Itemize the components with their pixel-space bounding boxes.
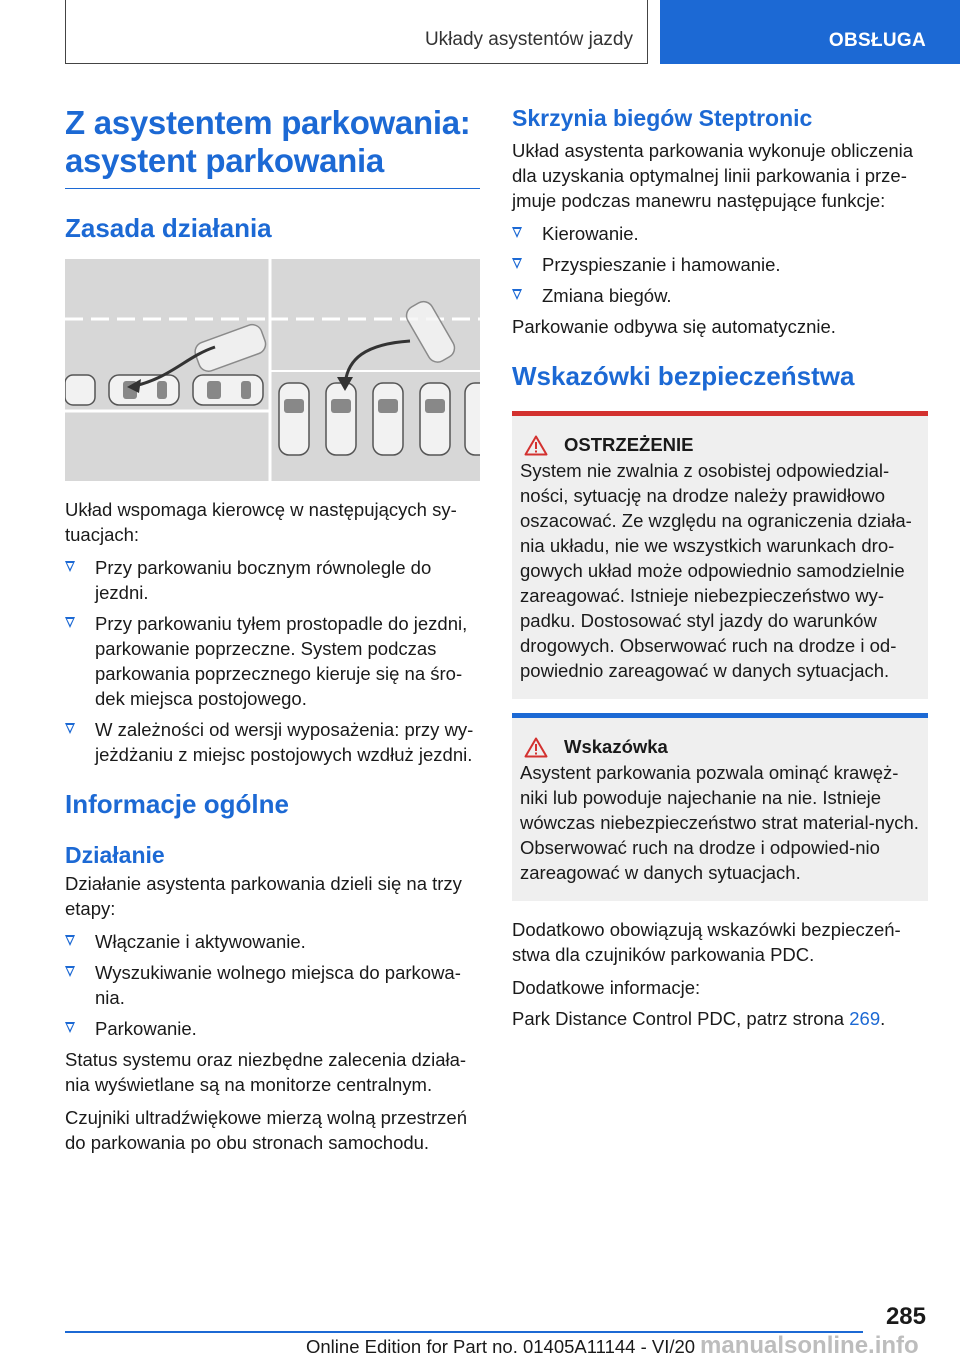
pdc-reference-end: . xyxy=(880,1008,886,1029)
list-item-text: Włączanie i aktywowanie. xyxy=(95,931,306,952)
function-intro: Działanie asystenta parkowania dzieli się na trzy etapy: xyxy=(65,873,462,919)
triangle-bullet-icon xyxy=(65,1022,75,1033)
left-column xyxy=(65,100,480,1155)
pdc-reference-text: Park Distance Control PDC, patrz strona xyxy=(512,1008,850,1029)
page-number: 285 xyxy=(885,1303,926,1330)
header-section-title: Układy asystentów jazdy xyxy=(424,29,633,50)
list-item xyxy=(65,960,480,1010)
heading-principle: Zasada działania xyxy=(65,213,272,243)
right-column xyxy=(512,100,928,1031)
warning-triangle-icon xyxy=(524,435,548,456)
list-item-text: Parkowanie. xyxy=(95,1018,197,1039)
parking-diagram xyxy=(65,259,480,481)
list-item xyxy=(512,283,928,308)
triangle-bullet-icon xyxy=(65,966,75,977)
list-item-text: Przy parkowaniu tyłem prostopadle do jezdni, parkowanie poprzeczne. System podczas parkowania poprzecznego kieruje się na śro-dek miejsca postojowego. xyxy=(95,613,468,709)
warning-text: System nie zwalnia z osobistej odpowiedzial-ności, sytuację na drodze należy prawidłowo oszacować. Ze względu na ograniczenia działa-nia układu, nie we wszystkich warunkach dro-gowych układ może odpowiednio samodzielnie zareagować. Istnieje niebezpieczeństwo wy-padku. Dostosować styl jazdy do warunków drogowych. Obserwować ruch na drodze i od-powiednio zareagować w danych sytuacjach. xyxy=(520,460,912,681)
triangle-bullet-icon xyxy=(512,227,522,238)
note-title: Wskazówka xyxy=(564,736,668,757)
intro-text: Układ wspomaga kierowcę w następujących sy-tuacjach: xyxy=(65,499,457,545)
heading-safety: Wskazówki bezpieczeństwa xyxy=(512,361,855,391)
warning-triangle-icon xyxy=(524,737,548,758)
more-info-label: Dodatkowe informacje: xyxy=(512,977,701,998)
triangle-bullet-icon xyxy=(65,935,75,946)
note-title-row xyxy=(520,736,920,758)
parking-illustration xyxy=(65,259,480,481)
warning-box xyxy=(512,411,928,699)
page-title-line2: asystent parkowania xyxy=(65,142,384,179)
header-chapter-tab[interactable] xyxy=(660,0,960,64)
header-chapter-label: OBSŁUGA xyxy=(828,30,926,51)
page-title-line1: Z asystentem parkowania: xyxy=(65,104,471,141)
footer-watermark: manualsonline.info xyxy=(700,1332,919,1359)
list-item-text: Zmiana biegów. xyxy=(542,285,672,306)
heading-general: Informacje ogólne xyxy=(65,789,289,819)
status-text: Status systemu oraz niezbędne zalecenia działa-nia wyświetlane są na monitorze centralnym. xyxy=(65,1049,467,1095)
warning-title: OSTRZEŻENIE xyxy=(564,434,694,455)
list-item-text: W zależności od wersji wyposażenia: przy wy-jeżdżaniu z miejsc postojowych wzdłuż jezdni. xyxy=(95,719,474,765)
auto-text: Parkowanie odbywa się automatycznie. xyxy=(512,316,836,337)
triangle-bullet-icon xyxy=(65,561,75,572)
list-item xyxy=(65,717,480,767)
list-item-text: Kierowanie. xyxy=(542,223,639,244)
list-item xyxy=(65,1016,480,1041)
list-item-text: Wyszukiwanie wolnego miejsca do parkowa-nia. xyxy=(95,962,461,1008)
triangle-bullet-icon xyxy=(512,258,522,269)
pdc-text: Dodatkowo obowiązują wskazówki bezpieczeń-stwa dla czujników parkowania PDC. xyxy=(512,919,901,965)
list-item xyxy=(512,221,928,246)
heading-steptronic: Skrzynia biegów Steptronic xyxy=(512,105,813,131)
list-item xyxy=(65,611,480,711)
stages-list xyxy=(65,929,480,1041)
note-box xyxy=(512,713,928,901)
warning-title-row xyxy=(520,434,920,456)
footer-edition: Online Edition for Part no. 01405A11144 - VI/20 xyxy=(306,1336,696,1357)
note-text: Asystent parkowania pozwala ominąć krawęż-niki lub powoduje najechanie na nie. Istnieje wówczas niebezpieczeństwo strat material-nych. Obserwować ruch na drodze i odpowied-nio zareagować w danych sytuacjach. xyxy=(520,762,919,883)
triangle-bullet-icon xyxy=(65,723,75,734)
list-item-text: Przy parkowaniu bocznym równolegle do jezdni. xyxy=(95,557,432,603)
triangle-bullet-icon xyxy=(512,289,522,300)
situations-list xyxy=(65,555,480,767)
pdc-page-link[interactable]: 269 xyxy=(849,1008,881,1029)
triangle-bullet-icon xyxy=(65,617,75,628)
page-title xyxy=(65,104,480,189)
pdc-reference xyxy=(512,1006,928,1031)
sensors-text: Czujniki ultradźwiękowe mierzą wolną przestrzeń do parkowania po obu stronach samochodu. xyxy=(65,1107,468,1153)
list-item xyxy=(65,929,480,954)
list-item xyxy=(65,555,480,605)
list-item xyxy=(512,252,928,277)
list-item-text: Przyspieszanie i hamowanie. xyxy=(542,254,781,275)
heading-function: Działanie xyxy=(65,842,165,868)
header-section-box xyxy=(65,0,648,64)
steptronic-intro: Układ asystenta parkowania wykonuje obliczenia dla uzyskania optymalnej linii parkowania i prze-jmuje podczas manewru następujące funkcje: xyxy=(512,140,914,211)
functions-list xyxy=(512,221,928,308)
